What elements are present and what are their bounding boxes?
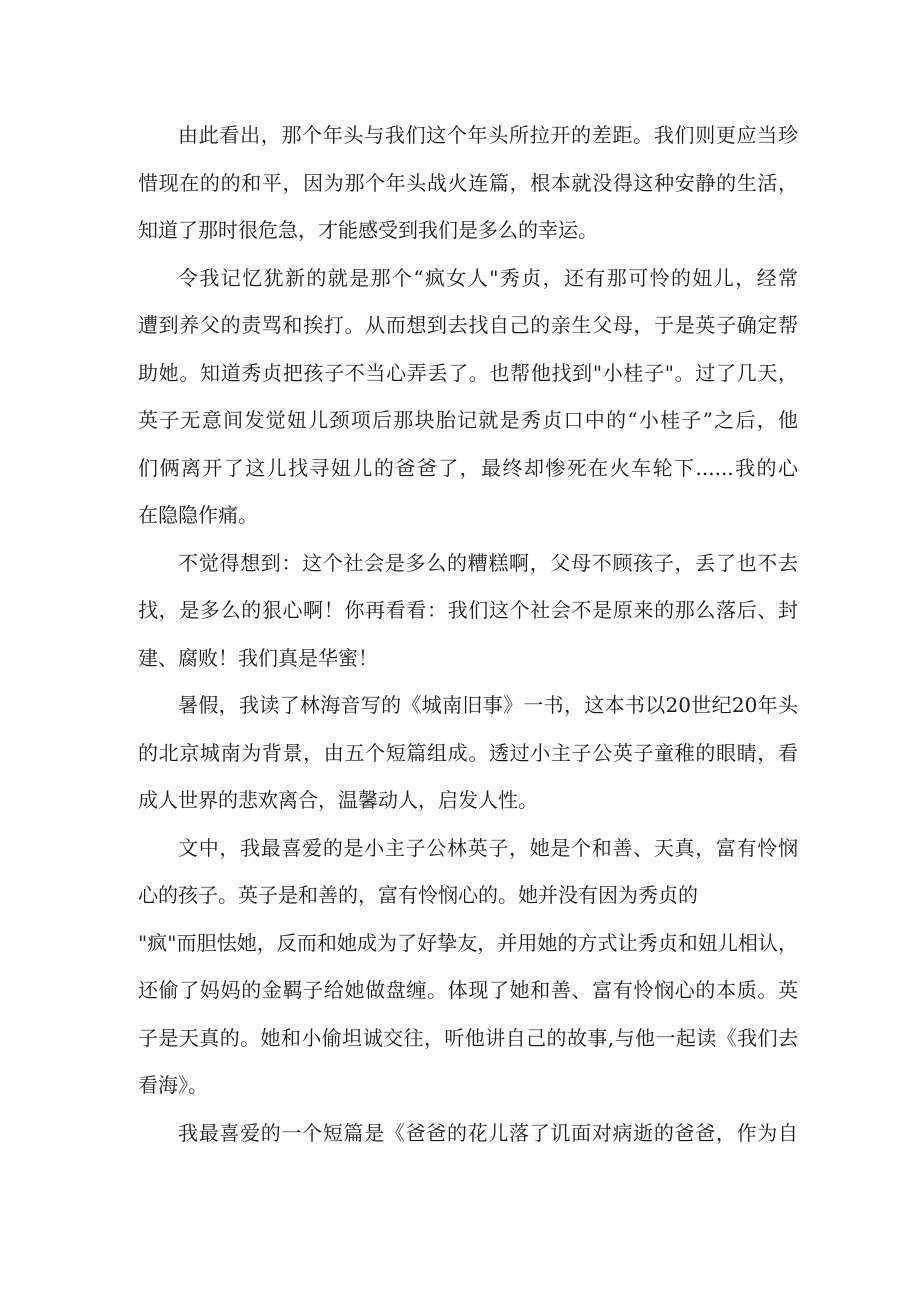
paragraph-3 <box>138 540 798 683</box>
text-line: 成人世界的悲欢离合，温馨动人，启发人性。 <box>138 788 538 812</box>
paragraph-4 <box>138 682 798 825</box>
text-line: 由此看出，那个年头与我们这个年头所拉开的差距。我们则更应当珍 <box>178 123 798 147</box>
text-line: 在隐隐作痛。 <box>138 503 258 527</box>
text-line: "疯"而胆怯她，反而和她成为了好挚友，并用她的方式让秀贞和妞儿相认， <box>138 930 798 955</box>
text-line: 看海》。 <box>138 1073 208 1097</box>
text-line: 知道了那时很危急，才能感受到我们是多么的幸运。 <box>138 218 598 242</box>
text-line: 惜现在的的和平，因为那个年头战火连篇，根本就没得这种安静的生活， <box>138 170 798 195</box>
text-line: 暑假，我读了林海音写的《城南旧事》一书，这本书以20世纪20年头 <box>178 693 798 717</box>
text-line: 子是天真的。她和小偷坦诚交往，听他讲自己的故事,与他一起读《我们去 <box>138 1025 798 1050</box>
text-line: 们俩离开了这儿找寻妞儿的爸爸了，最终却惨死在火车轮下......我的心 <box>138 455 798 480</box>
paragraph-6 <box>138 1110 798 1158</box>
text-line: 找，是多么的狠心啊！你再看看：我们这个社会不是原来的那么落后、封 <box>138 598 798 622</box>
paragraph-5 <box>138 825 798 1110</box>
text-line: 我最喜爱的一个短篇是《爸爸的花儿落了讥面对病逝的爸爸，作为自 <box>178 1120 798 1145</box>
text-line: 遭到养父的责骂和挨打。从而想到去找自己的亲生父母，于是英子确定帮 <box>138 313 798 337</box>
text-line: 文中，我最喜爱的是小主子公林英子，她是个和善、天真，富有怜悯 <box>178 835 798 860</box>
text-line: 建、腐败！我们真是华蜜！ <box>138 645 378 670</box>
text-line: 助她。知道秀贞把孩子不当心弄丢了。也帮他找到"小桂子"。过了几天， <box>138 360 798 385</box>
text-line: 还偷了妈妈的金羁子给她做盘缠。体现了她和善、富有怜悯心的本质。英 <box>138 978 798 1002</box>
text-line: 令我记忆犹新的就是那个“疯女人"秀贞，还有那可怜的妞儿，经常 <box>178 265 798 290</box>
text-line: 心的孩子。英子是和善的，富有怜悯心的。她并没有因为秀贞的 <box>138 883 698 907</box>
text-line: 不觉得想到：这个社会是多么的糟糕啊，父母不顾孩子，丢了也不去 <box>178 550 798 575</box>
paragraph-1 <box>138 112 798 255</box>
paragraph-2 <box>138 255 798 540</box>
text-line: 的北京城南为背景，由五个短篇组成。透过小主子公英子童稚的眼睛，看 <box>138 740 798 765</box>
text-line: 英子无意间发觉妞儿颈项后那块胎记就是秀贞口中的“小桂子”之后，他 <box>138 408 798 432</box>
document-body <box>138 112 798 1157</box>
